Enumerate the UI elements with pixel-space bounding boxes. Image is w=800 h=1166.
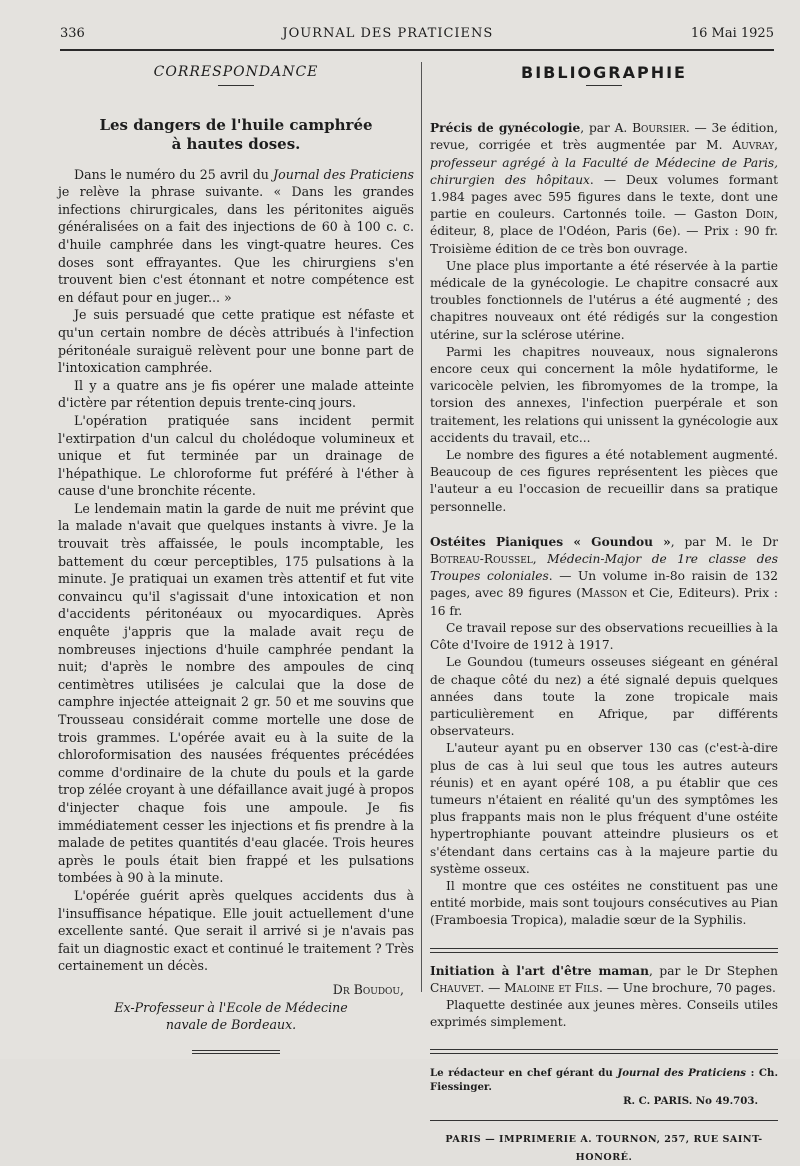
paragraph-4: L'opération pratiquée sans incident permit l'extirpation d'un calcul du cholédoque volumineux et unique et fut terminée par un drainage de l'hépathique. Le chloroforme fut préféré à l'éther à cause d'une bronchite récente. xyxy=(58,412,414,499)
entry-paragraph: L'auteur ayant pu en observer 130 cas (c'est-à-dire plus de cas à lui seul que tous les autres auteurs réunis) et en ayant opéré 108, a pu établir que ces tumeurs n'étaient en réalité qu'un des symptômes les plus frappants mais non le plus fréquent d'une ostéite hypertrophiante pouvant atteindre plusieurs os et s'étendant dans certains cas à la majeure partie du système osseux. xyxy=(430,741,778,876)
entry-citation: Initiation à l'art d'être maman, par le Dr Stephen Chauvet. — Maloine et Fils. — Une brochure, 70 pages. xyxy=(430,963,778,995)
page-number: 336 xyxy=(60,26,85,41)
footer-rule xyxy=(430,1049,778,1054)
bibliography-entry xyxy=(430,120,778,516)
section-rule xyxy=(586,85,622,86)
entry-paragraph: Il montre que ces ostéites ne constituent pas une entité morbide, mais sont toujours consécutives au Pian (Framboesia Tropica), maladie sœur de la Syphilis. xyxy=(430,878,778,928)
entry-paragraph: Le Goundou (tumeurs osseuses siégeant en général de chaque côté du nez) a été signalé depuis quelques années dans toute la zone tropicale mais particulièrement en Afrique, par différents observateurs. xyxy=(430,655,778,739)
entry-paragraph: Une place plus importante a été réservée à la partie médicale de la gynécologie. Le chapitre consacré aux troubles fonctionnels de l'utérus a été augmenté ; des chapitres nouveaux ont été rédigés sur la congestion utérine, sur la sclérose utérine. xyxy=(430,258,778,342)
entry-paragraph: Ce travail repose sur des observations recueillies à la Côte d'Ivoire de 1912 à 1917. xyxy=(430,620,778,653)
printer-imprint: PARIS — IMPRIMERIE A. TOURNON, 257, RUE SAINT-HONORÉ. xyxy=(445,1134,763,1163)
correspondance-column xyxy=(58,60,414,1054)
entry-divider xyxy=(430,948,778,953)
paragraph-5: Le lendemain matin la garde de nuit me prévint que la malade n'avait que quelques instants à vivre. Je la trouvait très affaissée, le pouls incomptable, les battement du cœur perceptibles, 175 pulsations à la minute. Je pratiquai un examen très attentif et fut vite convaincu qu'il s'agissait d'une intoxication et non d'accidents péritonéaux ou myocardiques. Après enquête j'appris que la malade avait reçu de nombreuses injections d'huile camphrée pendant la nuit; d'après le nombre des ampoules de cinq centimètres utilisées je calculai que la dose de camphre injectée atteignait 2 gr. 50 et me souvins que Trousseau considérait comme mortelle une dose de trois grammes. L'opérée avait eu à la suite de la chloroformisation des nausées fréquentes précédées comme d'ordinaire de la chute du pouls et la garde trop zélée croyant à une défaillance avait jugé à propos d'injecter chaque fois une ampoule. Je fis immédiatement cesser les injections et fis prendre à la malade de petites quantités d'eau glacée. Trois heures après le pouls était bien frappé et les pulsations tombées à 90 à la minute. xyxy=(58,500,414,886)
signature-role-line-1: Ex-Professeur à l'Ecole de Médecine xyxy=(114,999,348,1015)
bibliographie-column xyxy=(430,60,778,1166)
paragraph-1: Dans le numéro du 25 avril du Journal des Praticiens je relève la phrase suivante. « Dans les grandes infections chirurgicales, dans les péritonites aiguës généralisées on a fait des injections de 60 à 100 c. c. d'huile camphrée dans les vingt-quatre heures. Ces doses sont effrayantes. Que les chirurgiens s'en trouvent bien c'est étonnant et notre compétence est en défaut pour en juger... » xyxy=(58,166,414,305)
section-rule xyxy=(218,85,254,86)
paragraph-6: L'opérée guérit après quelques accidents dus à l'insuffisance hépatique. Elle jouit actuellement d'une excellente santé. Que serait il arrivé si je n'avais pas fait un diagnostic exact et continué le traitement ? Très certainement un décès. xyxy=(58,887,414,974)
journal-reference: Journal des Praticiens xyxy=(273,166,414,182)
registry-number: R. C. PARIS. No 49.703. xyxy=(623,1095,758,1108)
signature-role-line-2: navale de Bordeaux. xyxy=(165,1017,297,1033)
end-rule xyxy=(192,1050,280,1054)
entry-title: Précis de gynécologie xyxy=(430,121,581,136)
journal-name: JOURNAL DES PRATICIENS xyxy=(282,26,494,41)
editor-notice: Le rédacteur en chef gérant du Journal des Praticiens : Ch. Fiessinger. R. C. PARIS. No 49.703. xyxy=(430,1067,778,1108)
paragraph-3: Il y a quatre ans je fis opérer une malade atteinte d'ictère par rétention depuis trente-cinq jours. xyxy=(58,377,414,411)
bibliography-entry xyxy=(430,963,778,1032)
column-divider xyxy=(421,62,422,992)
running-header xyxy=(60,26,774,51)
section-title-correspondance: CORRESPONDANCE xyxy=(153,64,319,80)
article-title xyxy=(58,116,414,154)
entry-title: Ostéites Pianiques « Goundou » xyxy=(430,534,671,549)
bibliography-entry xyxy=(430,534,778,930)
signature-name: Dr Boudou, xyxy=(332,981,404,997)
article-title-line-1: Les dangers de l'huile camphrée xyxy=(99,115,373,134)
article-title-line-2: à hautes doses. xyxy=(171,134,301,153)
entry-paragraph: Parmi les chapitres nouveaux, nous signalerons encore ceux qui concernent la môle hydatiforme, le varicocèle pelvien, les fibromyomes de la trompe, la torsion des annexes, l'infection puerpérale et son traitement, les relations qui unissent la gynécologie aux accidents du travail, etc... xyxy=(430,344,778,445)
imprint-rule xyxy=(430,1120,778,1121)
entry-title: Initiation à l'art d'être maman xyxy=(430,963,649,978)
issue-date: 16 Mai 1925 xyxy=(690,26,774,41)
entry-paragraph: Plaquette destinée aux jeunes mères. Conseils utiles exprimés simplement. xyxy=(430,997,778,1030)
paragraph-2: Je suis persuadé que cette pratique est néfaste et qu'un certain nombre de décès attribués à l'infection péritonéale suraiguë relèvent pour une bonne part de l'intoxication camphrée. xyxy=(58,307,414,376)
entry-citation: Précis de gynécologie, par A. Boursier. — 3e édition, revue, corrigée et très augmentée par M. Auvray, professeur agrégé à la Faculté de Médecine de Paris, chirurgien des hôpitaux. — Deux volumes formant 1.984 pages avec 595 figures dans le texte, dont une partie en couleurs. Cartonnés toile. — Gaston Doin, éditeur, 8, place de l'Odéon, Paris (6e). — Prix : 90 fr. Troisième édition de ce très bon ouvrage. xyxy=(430,121,778,256)
entry-paragraph: Le nombre des figures a été notablement augmenté. Beaucoup de ces figures représentent les pièces que l'auteur a eu l'occasion de recueillir dans sa pratique personnelle. xyxy=(430,448,778,514)
entry-citation: Ostéites Pianiques « Goundou », par M. le Dr Botreau-Roussel, Médecin-Major de 1re classe des Troupes coloniales. — Un volume in-8o raisin de 132 pages, avec 89 figures (Masson et Cie, Editeurs). Prix : 16 fr. xyxy=(430,534,779,618)
section-title-bibliographie: BIBLIOGRAPHIE xyxy=(521,63,687,82)
signature-block xyxy=(58,981,414,1034)
